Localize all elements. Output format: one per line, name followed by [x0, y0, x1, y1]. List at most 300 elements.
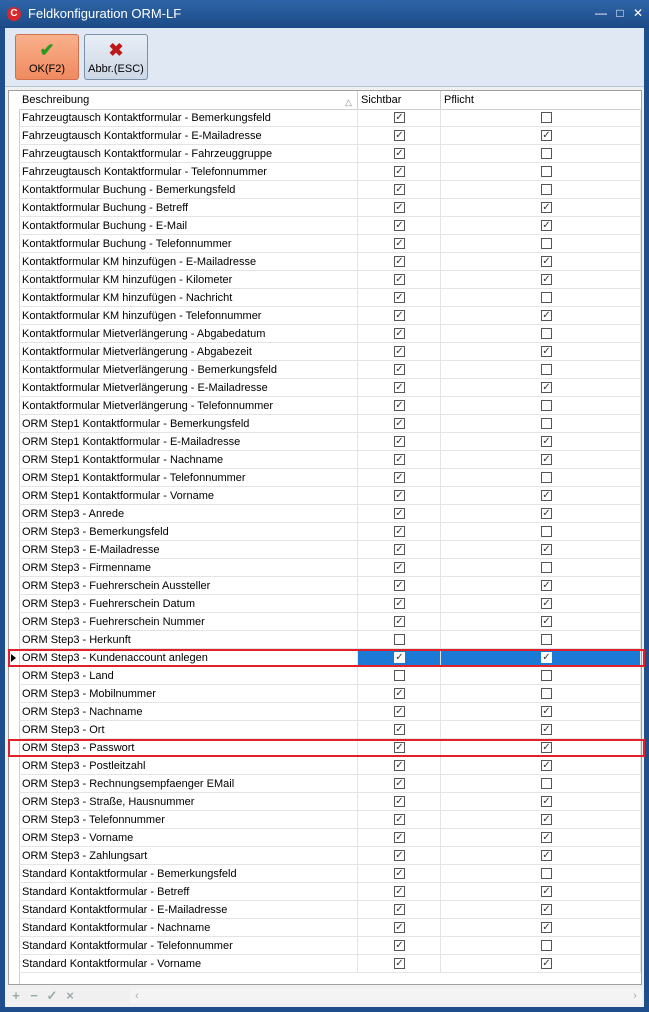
table-row[interactable]: [9, 739, 641, 757]
cancel-button[interactable]: [84, 34, 148, 80]
description-cell: ORM Step1 Kontaktformular - E-Mailadresse: [19, 433, 358, 451]
table-row[interactable]: [9, 631, 641, 649]
required-checkbox[interactable]: ✓: [542, 256, 551, 267]
description-cell: Standard Kontaktformular - E-Mailadresse: [19, 901, 358, 919]
required-checkbox[interactable]: ✓: [542, 598, 551, 609]
table-row[interactable]: [9, 955, 641, 973]
visible-checkbox[interactable]: ✓: [395, 616, 404, 627]
required-checkbox[interactable]: ✓: [542, 346, 551, 357]
visible-checkbox[interactable]: ✓: [395, 346, 404, 357]
visible-checkbox[interactable]: ✓: [395, 112, 404, 123]
required-checkbox[interactable]: ✓: [542, 436, 551, 447]
required-checkbox[interactable]: ✓: [542, 616, 551, 627]
description-cell: Kontaktformular Buchung - Bemerkungsfeld: [19, 181, 358, 199]
table-row[interactable]: [9, 307, 641, 325]
visible-cell: [358, 181, 441, 199]
checkmark-icon: ✔: [39, 40, 55, 60]
visible-checkbox[interactable]: ✓: [395, 904, 404, 915]
visible-checkbox[interactable]: ✓: [395, 454, 404, 465]
cancel-button-label: Abbr.(ESC): [88, 63, 144, 75]
required-cell: [441, 577, 641, 595]
maximize-icon[interactable]: □: [616, 6, 624, 20]
description-cell: Kontaktformular Buchung - Betreff: [19, 199, 358, 217]
column-header-description-label: Beschreibung: [22, 94, 90, 106]
current-row-indicator-icon: [11, 654, 16, 662]
visible-checkbox[interactable]: ✓: [395, 868, 404, 879]
required-cell: [441, 703, 641, 721]
description-cell: ORM Step3 - Postleitzahl: [19, 757, 358, 775]
required-checkbox[interactable]: ✓: [542, 310, 551, 321]
required-cell: [441, 883, 641, 901]
visible-cell: [358, 469, 441, 487]
table-row[interactable]: [9, 505, 641, 523]
visible-checkbox[interactable]: ✓: [395, 256, 404, 267]
description-cell: ORM Step3 - Anrede: [19, 505, 358, 523]
description-cell: ORM Step1 Kontaktformular - Nachname: [19, 451, 358, 469]
required-checkbox[interactable]: [541, 688, 552, 699]
table-row[interactable]: [9, 163, 641, 181]
table-row[interactable]: [9, 433, 641, 451]
visible-cell: [358, 847, 441, 865]
visible-checkbox[interactable]: ✓: [395, 724, 404, 735]
visible-checkbox[interactable]: ✓: [395, 940, 404, 951]
description-cell: ORM Step3 - Straße, Hausnummer: [19, 793, 358, 811]
table-row[interactable]: [9, 145, 641, 163]
visible-checkbox[interactable]: ✓: [395, 958, 404, 969]
visible-cell: [358, 577, 441, 595]
sort-ascending-icon: △: [345, 97, 352, 107]
visible-checkbox[interactable]: ✓: [395, 832, 404, 843]
column-header-required[interactable]: [441, 91, 641, 109]
table-row[interactable]: [9, 397, 641, 415]
table-row[interactable]: [9, 649, 641, 667]
visible-checkbox[interactable]: ✓: [395, 652, 404, 663]
visible-checkbox[interactable]: ✓: [395, 814, 404, 825]
visible-cell: [358, 721, 441, 739]
required-checkbox[interactable]: ✓: [542, 922, 551, 933]
visible-checkbox[interactable]: ✓: [395, 598, 404, 609]
visible-cell: [358, 685, 441, 703]
description-cell: Standard Kontaktformular - Bemerkungsfeld: [19, 865, 358, 883]
required-checkbox[interactable]: ✓: [542, 508, 551, 519]
description-cell: ORM Step3 - Land: [19, 667, 358, 685]
grid-navigator: [5, 986, 644, 1007]
table-row[interactable]: [9, 415, 641, 433]
visible-checkbox[interactable]: ✓: [395, 886, 404, 897]
description-cell: Fahrzeugtausch Kontaktformular - Bemerkungsfeld: [19, 109, 358, 127]
required-cell: [441, 415, 641, 433]
table-row[interactable]: [9, 109, 641, 127]
required-checkbox[interactable]: [541, 670, 552, 681]
table-row[interactable]: [9, 181, 641, 199]
description-cell: ORM Step3 - Ort: [19, 721, 358, 739]
required-checkbox[interactable]: ✓: [542, 382, 551, 393]
visible-cell: [358, 433, 441, 451]
description-cell: ORM Step1 Kontaktformular - Telefonnummer: [19, 469, 358, 487]
visible-cell: [358, 901, 441, 919]
required-cell: [441, 199, 641, 217]
visible-checkbox[interactable]: ✓: [395, 238, 404, 249]
visible-cell: [358, 595, 441, 613]
remove-icon[interactable]: −: [30, 988, 38, 1003]
description-cell: ORM Step3 - Rechnungsempfaenger EMail: [19, 775, 358, 793]
visible-cell: [358, 127, 441, 145]
required-checkbox[interactable]: [541, 292, 552, 303]
description-cell: ORM Step3 - Nachname: [19, 703, 358, 721]
required-cell: [441, 937, 641, 955]
table-row[interactable]: [9, 775, 641, 793]
table-row[interactable]: [9, 541, 641, 559]
required-cell: [441, 757, 641, 775]
cross-icon: ✖: [108, 40, 124, 60]
table-row[interactable]: [9, 865, 641, 883]
description-cell: Kontaktformular Buchung - Telefonnummer: [19, 235, 358, 253]
table-row[interactable]: [9, 523, 641, 541]
description-cell: ORM Step3 - Mobilnummer: [19, 685, 358, 703]
table-row[interactable]: [9, 127, 641, 145]
visible-checkbox[interactable]: ✓: [395, 742, 404, 753]
column-header-visible-label: Sichtbar: [361, 94, 402, 106]
required-cell: [441, 631, 641, 649]
required-cell: [441, 847, 641, 865]
required-checkbox[interactable]: ✓: [542, 958, 551, 969]
required-cell: [441, 829, 641, 847]
visible-cell: [358, 937, 441, 955]
table-row[interactable]: [9, 253, 641, 271]
title-bar[interactable]: [0, 0, 649, 28]
visible-checkbox[interactable]: ✓: [395, 202, 404, 213]
visible-checkbox[interactable]: ✓: [395, 526, 404, 537]
visible-checkbox[interactable]: ✓: [395, 688, 404, 699]
description-cell: Kontaktformular KM hinzufügen - E-Mailadresse: [19, 253, 358, 271]
required-checkbox[interactable]: ✓: [542, 202, 551, 213]
description-cell: ORM Step3 - Firmenname: [19, 559, 358, 577]
visible-cell: [358, 307, 441, 325]
visible-cell: [358, 757, 441, 775]
table-row[interactable]: [9, 343, 641, 361]
visible-checkbox[interactable]: ✓: [395, 364, 404, 375]
confirm-icon[interactable]: ✓: [46, 988, 58, 1003]
table-row[interactable]: [9, 235, 641, 253]
visible-cell: [358, 289, 441, 307]
visible-checkbox[interactable]: ✓: [395, 922, 404, 933]
close-icon[interactable]: ✕: [632, 6, 644, 20]
table-row[interactable]: [9, 937, 641, 955]
required-cell: [441, 505, 641, 523]
visible-cell: [358, 739, 441, 757]
table-row[interactable]: [9, 811, 641, 829]
scroll-left-icon[interactable]: ‹: [135, 990, 139, 1002]
required-checkbox[interactable]: [541, 526, 552, 537]
required-cell: [441, 955, 641, 973]
table-row[interactable]: [9, 451, 641, 469]
required-cell: [441, 685, 641, 703]
visible-cell: [358, 829, 441, 847]
required-checkbox[interactable]: ✓: [542, 724, 551, 735]
toolbar: [5, 28, 644, 87]
table-row[interactable]: [9, 667, 641, 685]
required-checkbox[interactable]: [541, 472, 552, 483]
visible-cell: [358, 919, 441, 937]
required-checkbox[interactable]: ✓: [542, 814, 551, 825]
required-checkbox[interactable]: ✓: [542, 580, 551, 591]
description-cell: ORM Step3 - Telefonnummer: [19, 811, 358, 829]
required-cell: [441, 361, 641, 379]
visible-cell: [358, 217, 441, 235]
description-cell: Kontaktformular Mietverlängerung - Abgabedatum: [19, 325, 358, 343]
required-cell: [441, 397, 641, 415]
visible-checkbox[interactable]: ✓: [395, 166, 404, 177]
required-checkbox[interactable]: ✓: [542, 220, 551, 231]
table-row[interactable]: [9, 757, 641, 775]
table-row[interactable]: [9, 271, 641, 289]
discard-icon[interactable]: ×: [66, 988, 74, 1003]
horizontal-scrollbar[interactable]: [130, 989, 642, 1003]
description-cell: Kontaktformular KM hinzufügen - Telefonnummer: [19, 307, 358, 325]
required-checkbox[interactable]: [541, 562, 552, 573]
visible-checkbox[interactable]: ✓: [395, 310, 404, 321]
visible-checkbox[interactable]: ✓: [395, 382, 404, 393]
visible-cell: [358, 163, 441, 181]
table-row[interactable]: [9, 379, 641, 397]
visible-cell: [358, 523, 441, 541]
visible-cell: [358, 415, 441, 433]
visible-cell: [358, 667, 441, 685]
visible-cell: [358, 109, 441, 127]
table-row[interactable]: [9, 847, 641, 865]
required-checkbox[interactable]: ✓: [542, 274, 551, 285]
required-checkbox[interactable]: ✓: [542, 130, 551, 141]
table-row[interactable]: [9, 595, 641, 613]
required-cell: [441, 919, 641, 937]
visible-checkbox[interactable]: ✓: [395, 544, 404, 555]
visible-checkbox[interactable]: [394, 634, 405, 645]
required-cell: [441, 235, 641, 253]
required-cell: [441, 181, 641, 199]
visible-cell: [358, 145, 441, 163]
visible-checkbox[interactable]: ✓: [395, 778, 404, 789]
description-cell: ORM Step3 - Bemerkungsfeld: [19, 523, 358, 541]
required-checkbox[interactable]: ✓: [542, 904, 551, 915]
visible-checkbox[interactable]: ✓: [395, 706, 404, 717]
table-row[interactable]: [9, 199, 641, 217]
visible-cell: [358, 793, 441, 811]
visible-cell: [358, 487, 441, 505]
description-cell: Kontaktformular Mietverlängerung - Abgabezeit: [19, 343, 358, 361]
description-cell: ORM Step3 - Passwort: [19, 739, 358, 757]
table-row[interactable]: [9, 703, 641, 721]
required-cell: [441, 595, 641, 613]
visible-cell: [358, 811, 441, 829]
table-row[interactable]: [9, 559, 641, 577]
description-cell: Fahrzeugtausch Kontaktformular - E-Mailadresse: [19, 127, 358, 145]
required-cell: [441, 811, 641, 829]
required-cell: [441, 649, 641, 667]
table-row[interactable]: [9, 919, 641, 937]
required-checkbox[interactable]: ✓: [542, 760, 551, 771]
required-checkbox[interactable]: ✓: [542, 742, 551, 753]
visible-checkbox[interactable]: ✓: [395, 130, 404, 141]
visible-cell: [358, 397, 441, 415]
scroll-right-icon[interactable]: ›: [633, 990, 637, 1002]
table-row[interactable]: [9, 217, 641, 235]
visible-checkbox[interactable]: ✓: [395, 418, 404, 429]
required-checkbox[interactable]: ✓: [542, 796, 551, 807]
ok-button-label: OK(F2): [28, 63, 66, 75]
column-header-description[interactable]: [19, 91, 358, 109]
visible-cell: [358, 865, 441, 883]
visible-checkbox[interactable]: ✓: [395, 400, 404, 411]
visible-checkbox[interactable]: ✓: [395, 562, 404, 573]
required-cell: [441, 217, 641, 235]
visible-cell: [358, 883, 441, 901]
required-cell: [441, 325, 641, 343]
table-row[interactable]: [9, 883, 641, 901]
table-row[interactable]: [9, 469, 641, 487]
required-checkbox[interactable]: ✓: [542, 544, 551, 555]
required-checkbox[interactable]: ✓: [542, 850, 551, 861]
visible-checkbox[interactable]: ✓: [395, 490, 404, 501]
required-cell: [441, 127, 641, 145]
required-checkbox[interactable]: [541, 166, 552, 177]
required-checkbox[interactable]: ✓: [542, 886, 551, 897]
required-checkbox[interactable]: [541, 400, 552, 411]
visible-cell: [358, 379, 441, 397]
required-cell: [441, 613, 641, 631]
visible-checkbox[interactable]: [394, 670, 405, 681]
visible-checkbox[interactable]: ✓: [395, 148, 404, 159]
visible-cell: [358, 505, 441, 523]
visible-cell: [358, 253, 441, 271]
table-row[interactable]: [9, 793, 641, 811]
table-row[interactable]: [9, 361, 641, 379]
required-checkbox[interactable]: [541, 148, 552, 159]
required-cell: [441, 253, 641, 271]
table-row[interactable]: [9, 685, 641, 703]
description-cell: Standard Kontaktformular - Betreff: [19, 883, 358, 901]
required-cell: [441, 451, 641, 469]
required-cell: [441, 541, 641, 559]
description-cell: ORM Step3 - Vorname: [19, 829, 358, 847]
description-cell: ORM Step3 - Kundenaccount anlegen: [19, 649, 358, 667]
visible-cell: [358, 613, 441, 631]
app-logo-icon: C: [7, 7, 21, 21]
table-row[interactable]: [9, 721, 641, 739]
visible-checkbox[interactable]: ✓: [395, 850, 404, 861]
visible-checkbox[interactable]: ✓: [395, 580, 404, 591]
description-cell: Kontaktformular Mietverlängerung - Bemerkungsfeld: [19, 361, 358, 379]
required-cell: [441, 163, 641, 181]
required-cell: [441, 901, 641, 919]
required-checkbox[interactable]: ✓: [542, 706, 551, 717]
required-cell: [441, 865, 641, 883]
visible-checkbox[interactable]: ✓: [395, 184, 404, 195]
visible-cell: [358, 451, 441, 469]
required-checkbox[interactable]: ✓: [542, 652, 551, 663]
required-cell: [441, 307, 641, 325]
minimize-icon[interactable]: —: [595, 6, 607, 20]
description-cell: Kontaktformular Buchung - E-Mail: [19, 217, 358, 235]
required-checkbox[interactable]: ✓: [542, 490, 551, 501]
visible-checkbox[interactable]: ✓: [395, 436, 404, 447]
required-checkbox[interactable]: [541, 634, 552, 645]
table-row[interactable]: [9, 325, 641, 343]
description-cell: Kontaktformular Mietverlängerung - Telefonnummer: [19, 397, 358, 415]
visible-cell: [358, 325, 441, 343]
table-row[interactable]: [9, 289, 641, 307]
description-cell: ORM Step3 - Zahlungsart: [19, 847, 358, 865]
description-cell: ORM Step3 - Fuehrerschein Datum: [19, 595, 358, 613]
visible-cell: [358, 271, 441, 289]
field-config-grid[interactable]: [8, 90, 642, 985]
column-header-visible[interactable]: [358, 91, 441, 109]
visible-checkbox[interactable]: ✓: [395, 274, 404, 285]
description-cell: Standard Kontaktformular - Nachname: [19, 919, 358, 937]
required-cell: [441, 559, 641, 577]
table-row[interactable]: [9, 487, 641, 505]
required-cell: [441, 289, 641, 307]
visible-cell: [358, 955, 441, 973]
visible-cell: [358, 541, 441, 559]
required-cell: [441, 523, 641, 541]
required-checkbox[interactable]: [541, 868, 552, 879]
description-cell: ORM Step1 Kontaktformular - Bemerkungsfeld: [19, 415, 358, 433]
description-cell: Standard Kontaktformular - Vorname: [19, 955, 358, 973]
add-icon[interactable]: +: [12, 988, 20, 1003]
required-cell: [441, 469, 641, 487]
required-cell: [441, 379, 641, 397]
required-checkbox[interactable]: [541, 112, 552, 123]
required-checkbox[interactable]: [541, 778, 552, 789]
required-checkbox[interactable]: ✓: [542, 832, 551, 843]
visible-checkbox[interactable]: ✓: [395, 328, 404, 339]
visible-cell: [358, 775, 441, 793]
table-row[interactable]: [9, 613, 641, 631]
table-row[interactable]: [9, 577, 641, 595]
visible-checkbox[interactable]: ✓: [395, 292, 404, 303]
description-cell: Kontaktformular KM hinzufügen - Kilometer: [19, 271, 358, 289]
required-checkbox[interactable]: ✓: [542, 454, 551, 465]
visible-cell: [358, 235, 441, 253]
required-cell: [441, 739, 641, 757]
visible-cell: [358, 631, 441, 649]
visible-checkbox[interactable]: ✓: [395, 796, 404, 807]
required-checkbox[interactable]: [541, 328, 552, 339]
description-cell: ORM Step3 - Herkunft: [19, 631, 358, 649]
required-cell: [441, 433, 641, 451]
required-cell: [441, 721, 641, 739]
ok-button[interactable]: [15, 34, 79, 80]
visible-checkbox[interactable]: ✓: [395, 472, 404, 483]
required-checkbox[interactable]: [541, 940, 552, 951]
visible-checkbox[interactable]: ✓: [395, 760, 404, 771]
required-cell: [441, 775, 641, 793]
visible-checkbox[interactable]: ✓: [395, 220, 404, 231]
required-checkbox[interactable]: [541, 418, 552, 429]
table-row[interactable]: [9, 829, 641, 847]
visible-cell: [358, 343, 441, 361]
description-cell: Standard Kontaktformular - Telefonnummer: [19, 937, 358, 955]
description-cell: Kontaktformular Mietverlängerung - E-Mailadresse: [19, 379, 358, 397]
required-checkbox[interactable]: [541, 238, 552, 249]
required-checkbox[interactable]: [541, 364, 552, 375]
required-checkbox[interactable]: [541, 184, 552, 195]
visible-cell: [358, 361, 441, 379]
table-row[interactable]: [9, 901, 641, 919]
visible-checkbox[interactable]: ✓: [395, 508, 404, 519]
description-cell: Fahrzeugtausch Kontaktformular - Telefonnummer: [19, 163, 358, 181]
description-cell: ORM Step3 - Fuehrerschein Nummer: [19, 613, 358, 631]
